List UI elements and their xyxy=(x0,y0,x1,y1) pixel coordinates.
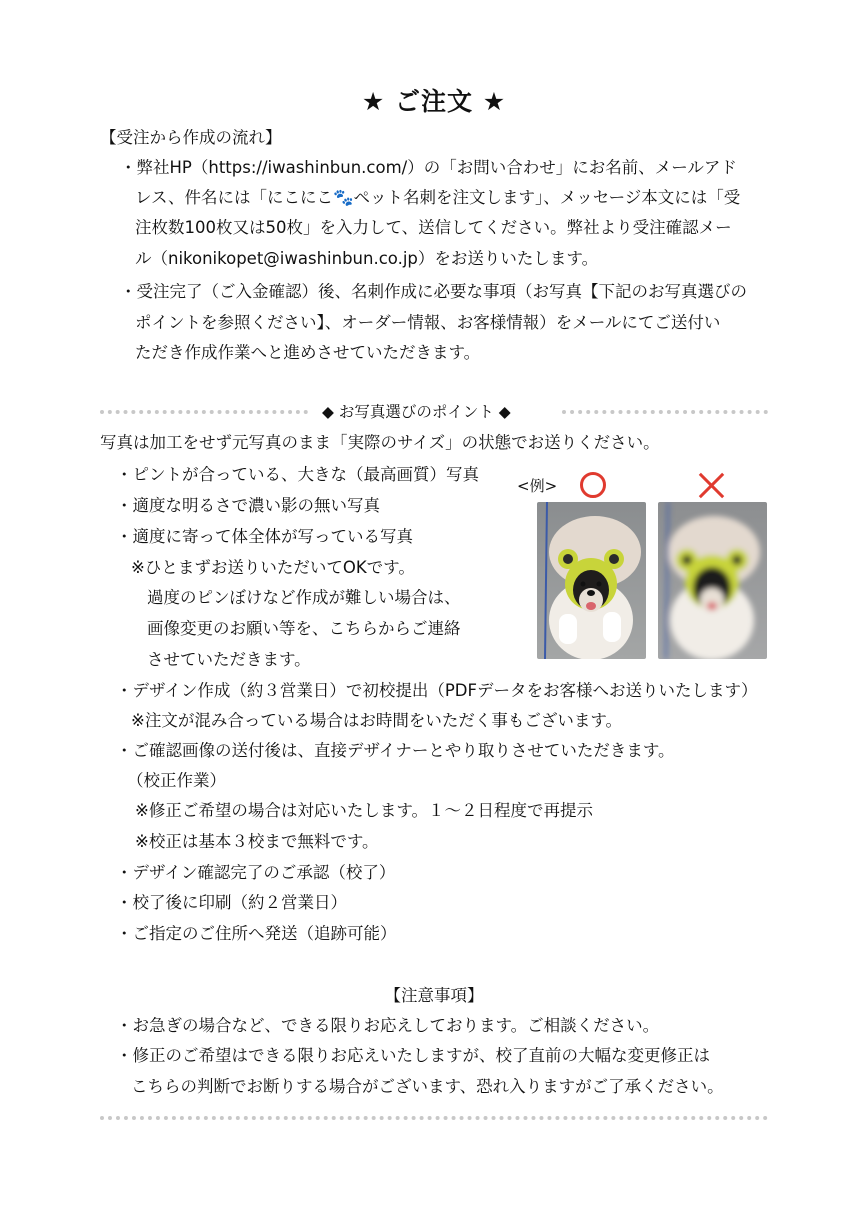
photo-note: させていただきます。 xyxy=(147,650,311,669)
bottom-dotted-divider xyxy=(100,1116,768,1120)
flow-heading: 【受注から作成の流れ】 xyxy=(100,128,282,147)
flow-line: ・受注完了（ご入金確認）後、名刺作成に必要な事項（お写真【下記のお写真選びの xyxy=(120,282,747,301)
photo-point: ・ピントが合っている、大きな（最高画質）写真 xyxy=(116,465,479,484)
process-note: ※校正は基本３校まで無料です。 xyxy=(135,832,379,851)
process-note: ※修正ご希望の場合は対応いたします。１～２日程度で再提示 xyxy=(135,801,594,820)
flow-line: ル（nikonikopet@iwashinbun.co.jp）をお送りいたします。 xyxy=(135,249,599,268)
photo-point: ・適度な明るさで濃い影の無い写真 xyxy=(116,496,380,515)
notes-line: こちらの判断でお断りする場合がございます、恐れ入りますがご了承ください。 xyxy=(131,1077,724,1096)
page-title: ★ ご注文 ★ xyxy=(361,87,507,116)
process-line: ・ご確認画像の送付後は、直接デザイナーとやり取りさせていただきます。 xyxy=(116,741,675,760)
flow-line: 注枚数100枚又は50枚」を入力して、送信してください。弊社より受注確認メー xyxy=(135,218,732,237)
photo-note: 過度のピンぼけなど作成が難しい場合は、 xyxy=(147,588,461,607)
process-line: ・ご指定のご住所へ発送（追跡可能） xyxy=(116,924,397,943)
flow-line: ・弊社HP（https://iwashinbun.com/）の「お問い合わせ」にお名前、メールアド xyxy=(120,158,737,177)
bad-example-photo xyxy=(658,502,767,659)
flow-line: ポイントを参照ください】、オーダー情報、お客様情報）をメールにてご送付い xyxy=(135,313,721,332)
process-note: （校正作業） xyxy=(127,771,226,790)
flow-line: ただき作成作業へと進めさせていただきます。 xyxy=(135,343,481,362)
photo-section-heading: ◆ お写真選びのポイント ◆ xyxy=(322,403,511,421)
process-line: ・デザイン確認完了のご承認（校了） xyxy=(116,863,396,882)
notes-line: ・修正のご希望はできる限りお応えいたしますが、校了直前の大幅な変更修正は xyxy=(116,1046,710,1065)
process-line: ・デザイン作成（約３営業日）で初校提出（PDFデータをお客様へお送りいたします） xyxy=(116,681,758,700)
cross-icon xyxy=(697,471,727,501)
notes-line: ・お急ぎの場合など、できる限りお応えしております。ご相談ください。 xyxy=(116,1016,660,1035)
photo-point: ・適度に寄って体全体が写っている写真 xyxy=(116,527,413,546)
good-example-photo xyxy=(537,502,646,659)
flow-line: レス、件名には「にこにこ🐾ペット名刺を注文します」、メッセージ本文には「受 xyxy=(135,188,741,207)
photo-note: ※ひとまずお送りいただいてOKです。 xyxy=(131,558,415,577)
notes-heading: 【注意事項】 xyxy=(384,986,484,1005)
example-label: <例> xyxy=(517,477,558,495)
dotted-divider xyxy=(562,410,768,414)
dotted-divider xyxy=(100,410,308,414)
circle-icon xyxy=(580,472,606,498)
process-note: ※注文が混み合っている場合はお時間をいただく事もございます。 xyxy=(131,711,623,730)
photo-note: 画像変更のお願い等を、こちらからご連絡 xyxy=(147,619,461,638)
process-line: ・校了後に印刷（約２営業日） xyxy=(116,893,347,912)
photo-intro: 写真は加工をせず元写真のまま「実際のサイズ」の状態でお送りください。 xyxy=(100,433,660,452)
